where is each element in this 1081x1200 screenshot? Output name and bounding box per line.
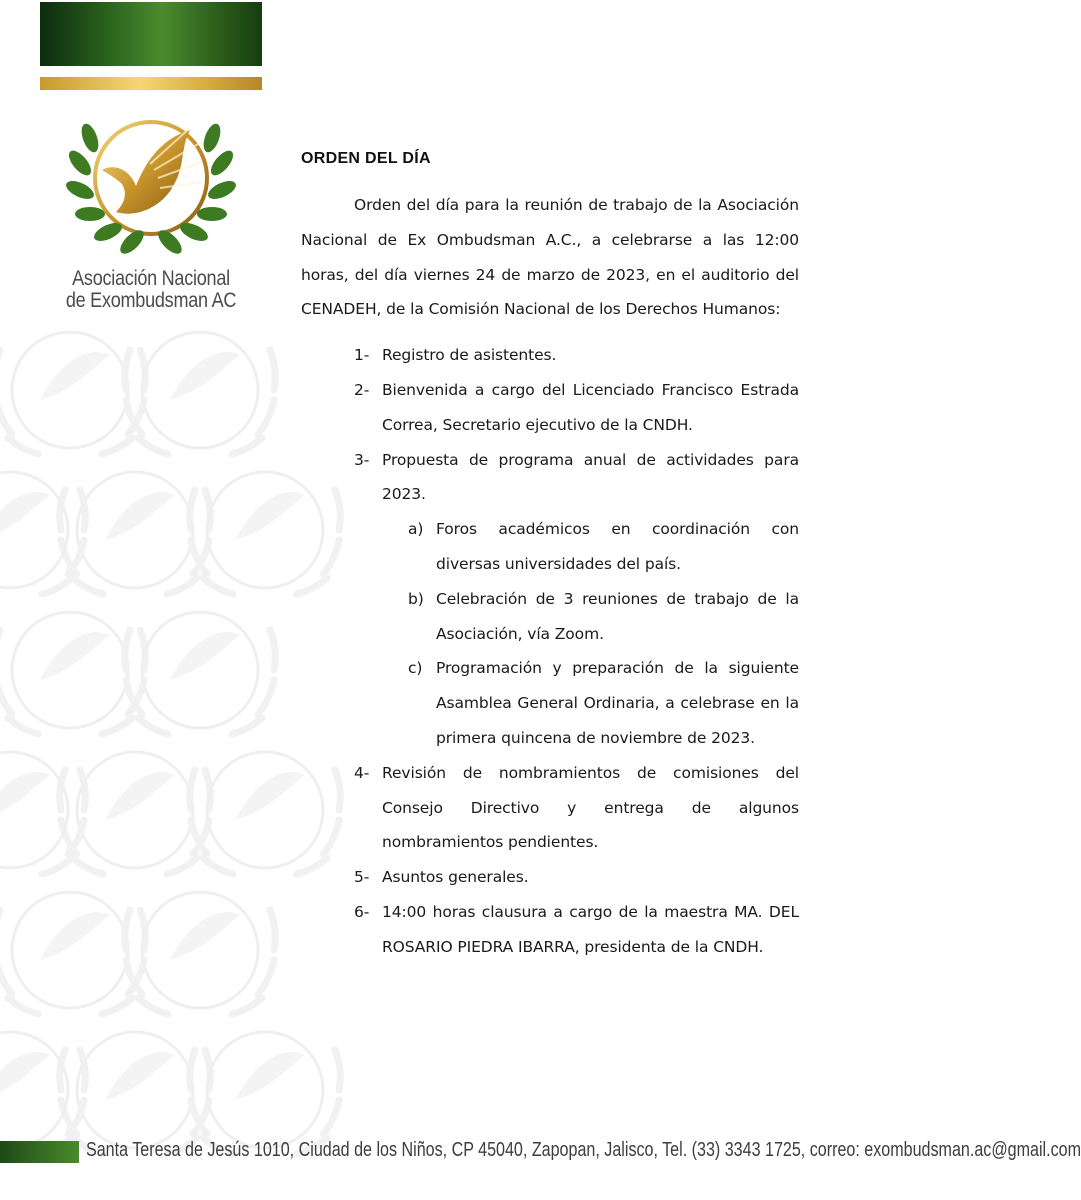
subitem-text: Foros académicos en coordinación con diversas universidades del país. [436,520,799,573]
agenda-subitem [301,651,799,755]
item-number: 1- [354,346,370,365]
item-text: Asuntos generales. [382,868,529,887]
item-text: Registro de asistentes. [382,346,557,365]
gold-header-stripe [40,77,262,90]
subitem-letter: b) [408,589,424,608]
footer-address: Santa Teresa de Jesús 1010, Ciudad de los Niños, CP 45040, Zapopan, Jalisco, Tel. (33) 3343 1725, correo: exombudsman.ac@gmail.com [86,1138,1081,1161]
subitem-letter: c) [408,659,423,678]
laurel-watermark-pattern [40,330,262,1190]
item-text: 14:00 horas clausura a cargo de la maestra MA. DEL ROSARIO PIEDRA IBARRA, presidenta de la CNDH. [382,902,799,956]
agenda-item [301,895,799,965]
agenda-item [301,338,799,373]
agenda-item [301,443,799,513]
item-number: 5- [354,868,370,887]
item-number: 2- [354,380,370,399]
subitem-text: Programación y preparación de la siguiente Asamblea General Ordinaria, a celebrase en la primera quincena de noviembre de 2023. [436,659,799,747]
agenda-list [301,338,799,964]
subitem-text: Celebración de 3 reuniones de trabajo de la Asociación, vía Zoom. [436,589,799,643]
item-number: 3- [354,450,370,469]
agenda-subitem [301,512,799,582]
org-name-line1: Asociación Nacional [72,267,230,290]
agenda-item [301,756,799,860]
item-number: 6- [354,902,370,921]
agenda-item [301,860,799,895]
item-text: Propuesta de programa anual de actividades para 2023. [382,450,799,504]
item-text: Bienvenida a cargo del Licenciado Francisco Estrada Correa, Secretario ejecutivo de la CNDH. [382,380,799,434]
item-number: 4- [354,763,370,782]
document-body [301,188,799,965]
green-footer-band [0,1141,79,1163]
item-text: Revisión de nombramientos de comisiones del Consejo Directivo y entrega de algunos nombramientos pendientes. [382,763,799,852]
organization-name [56,268,247,312]
agenda-item [301,373,799,443]
intro-paragraph: Orden del día para la reunión de trabajo de la Asociación Nacional de Ex Ombudsman A.C., a celebrarse a las 12:00 horas, del día viernes 24 de marzo de 2023, en el auditorio del CENADEH, de la Comisión Nacional de los Derechos Humanos: [301,196,799,319]
document-title: ORDEN DEL DÍA [301,150,431,167]
subitem-letter: a) [408,520,424,539]
org-name-line2: de Exombudsman AC [65,289,237,312]
agenda-subitem [301,582,799,652]
green-header-band [40,2,262,66]
